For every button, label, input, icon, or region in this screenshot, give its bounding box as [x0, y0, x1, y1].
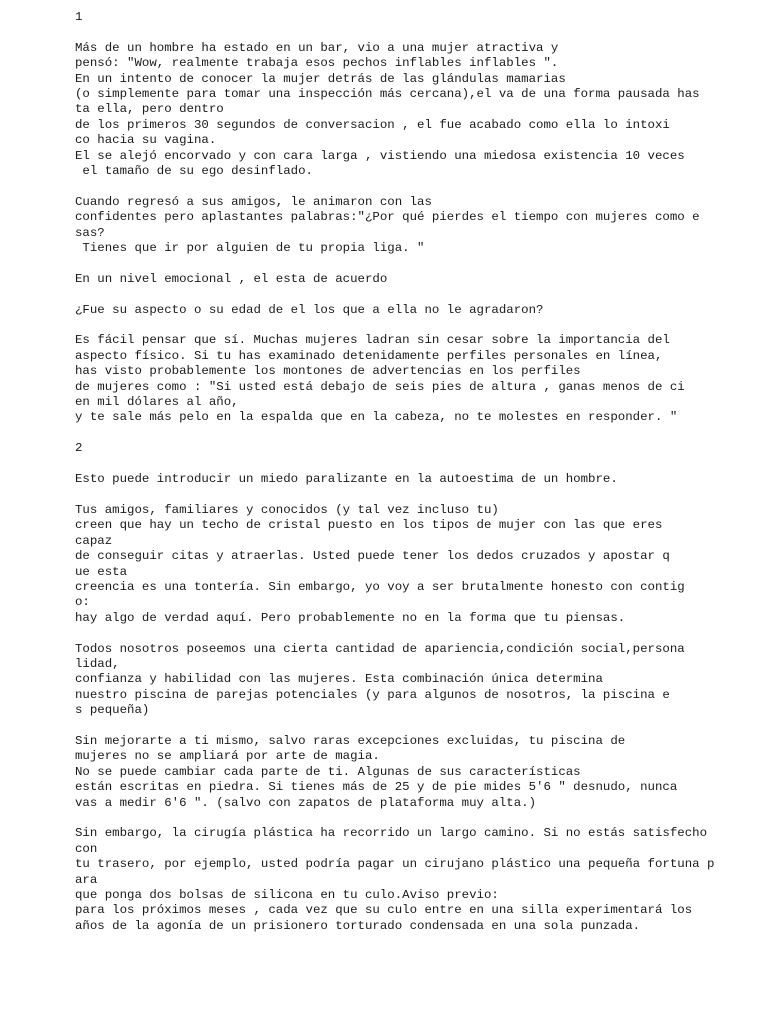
text-line: Es fácil pensar que sí. Muchas mujeres ladran sin cesar sobre la importancia del — [75, 333, 670, 348]
text-line — [75, 426, 755, 441]
text-line: pensó: "Wow, realmente trabaja esos pechos inflables inflables ". — [75, 56, 559, 71]
text-line — [75, 719, 755, 734]
text-line: ¿Fue su aspecto o su edad de el los que a ella no le agradaron? — [75, 302, 544, 317]
text-line: Tienes que ir por alguien de tu propia liga. " — [75, 241, 425, 256]
text-line: que ponga dos bolsas de silicona en tu culo.Aviso previo: — [75, 887, 499, 902]
text-line: vas a medir 6'6 ". (salvo con zapatos de plataforma muy alta.) — [75, 795, 537, 810]
text-line: de los primeros 30 segundos de conversacion , el fue acabado como ella lo intoxi — [75, 117, 670, 132]
text-line: nuestro piscina de parejas potenciales (y para algunos de nosotros, la piscina e — [75, 687, 670, 702]
text-line: creen que hay un techo de cristal puesto en los tipos de mujer con las que eres — [75, 518, 663, 533]
text-line: creencia es una tontería. Sin embargo, yo voy a ser brutalmente honesto con contig — [75, 579, 685, 594]
text-line: Sin embargo, la cirugía plástica ha recorrido un largo camino. Si no estás satisfecho — [75, 826, 708, 841]
text-line: mujeres no se ampliará por arte de magia. — [75, 749, 380, 764]
text-line: años de la agonía de un prisionero torturado condensada en una sola punzada. — [75, 918, 641, 933]
document-body — [75, 10, 755, 934]
text-line: confidentes pero aplastantes palabras:"¿Por qué pierdes el tiempo con mujeres como e — [75, 210, 700, 225]
text-line: ta ella, pero dentro — [75, 102, 224, 117]
text-line: el tamaño de su ego desinflado. — [75, 164, 313, 179]
text-line: y te sale más pelo en la espalda que en la cabeza, no te molestes en responder. " — [75, 410, 678, 425]
text-line — [75, 626, 755, 641]
text-line: están escritas en piedra. Si tienes más de 25 y de pie mides 5'6 " desnudo, nunca — [75, 780, 678, 795]
text-line: de mujeres como : "Si usted está debajo de seis pies de altura , ganas menos de ci — [75, 379, 685, 394]
text-line: lidad, — [75, 656, 120, 671]
text-line: ue esta — [75, 564, 128, 579]
text-line: con — [75, 841, 98, 856]
text-line — [75, 287, 755, 302]
text-line: capaz — [75, 533, 113, 548]
text-line: (o simplemente para tomar una inspección más cercana),el va de una forma pausada has — [75, 87, 700, 102]
text-line — [75, 25, 755, 40]
text-line: ara — [75, 872, 98, 887]
text-line: No se puede cambiar cada parte de ti. Algunas de sus características — [75, 764, 581, 779]
text-line — [75, 487, 755, 502]
text-line: sas? — [75, 225, 105, 240]
text-line: 1 — [75, 10, 83, 24]
text-line — [75, 256, 755, 271]
text-line — [75, 318, 755, 333]
text-line: co hacia su vagina. — [75, 133, 217, 148]
text-line: confianza y habilidad con las mujeres. Esta combinación única determina — [75, 672, 603, 687]
text-line: de conseguir citas y atraerlas. Usted puede tener los dedos cruzados y apostar q — [75, 549, 670, 564]
text-line: o: — [75, 595, 90, 610]
text-line: Todos nosotros poseemos una cierta cantidad de apariencia,condición social,persona — [75, 641, 685, 656]
text-line: Cuando regresó a sus amigos, le animaron con las — [75, 194, 432, 209]
text-line: En un intento de conocer la mujer detrás de las glándulas mamarias — [75, 71, 566, 86]
text-line: 2 — [75, 441, 83, 456]
text-line: Sin mejorarte a ti mismo, salvo raras excepciones excluidas, tu piscina de — [75, 733, 626, 748]
text-line: El se alejó encorvado y con cara larga , vistiendo una miedosa existencia 10 veces — [75, 148, 685, 163]
text-line: en mil dólares al año, — [75, 395, 239, 410]
text-line: Esto puede introducir un miedo paralizante en la autoestima de un hombre. — [75, 472, 618, 487]
text-line — [75, 179, 755, 194]
text-line: tu trasero, por ejemplo, usted podría pagar un cirujano plástico una pequeña fortuna p — [75, 857, 715, 872]
text-line: hay algo de verdad aquí. Pero probablemente no en la forma que tu piensas. — [75, 610, 626, 625]
text-line: Más de un hombre ha estado en un bar, vio a una mujer atractiva y — [75, 40, 559, 55]
text-line: Tus amigos, familiares y conocidos (y tal vez incluso tu) — [75, 502, 499, 517]
text-line: has visto probablemente los montones de advertencias en los perfiles — [75, 364, 581, 379]
text-line — [75, 811, 755, 826]
text-line: para los próximos meses , cada vez que su culo entre en una silla experimentará los — [75, 903, 693, 918]
text-line: aspecto físico. Si tu has examinado detenidamente perfiles personales en línea, — [75, 348, 663, 363]
text-line: En un nivel emocional , el esta de acuerdo — [75, 271, 388, 286]
text-line: s pequeña) — [75, 703, 150, 718]
text-line — [75, 457, 755, 472]
